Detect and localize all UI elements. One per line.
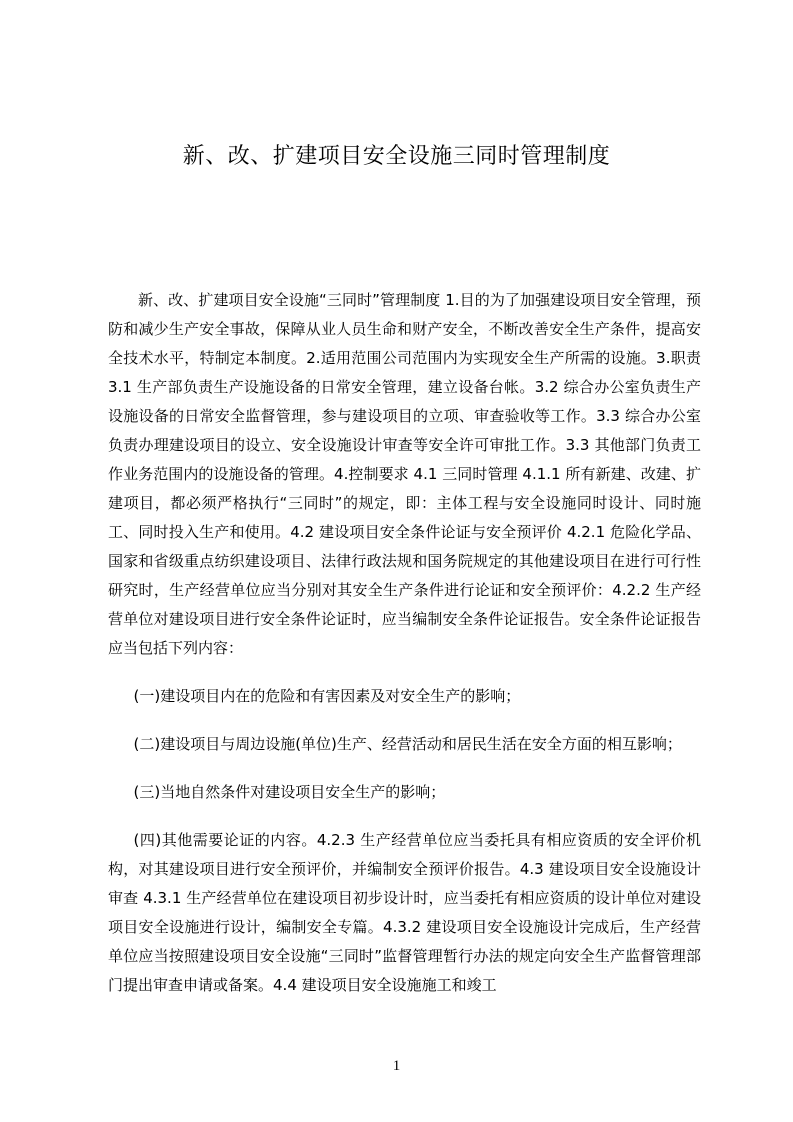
page-number: 1 [392, 1058, 401, 1074]
document-title: 新、改、扩建项目安全设施三同时管理制度 [182, 144, 611, 169]
list-item-one: (一)建设项目内在的危险和有害因素及对安全生产的影响； [133, 687, 521, 705]
document-body [108, 286, 701, 1000]
list-item-four: (四)其他需要论证的内容。4.2.3 生产经营单位应当委托具有相应资质的安全评价机构，对其建设项目进行安全预评价，并编制安全预评价报告。4.3 建设项目安全设施设计审查 4.3.1 生产经营单位在建设项目初步设计时，应当委托有相应资质的设计单位对建设项目安全设施进行设计，编制安全专篇。4.3.2 建设项目安全设施设计完成后，生产经营单位应当按照建设项目安全设施“三同时”监督管理暂行办法的规定向安全生产监督管理部门提出审查申请或备案。4.4 建设项目安全设施施工和竣工 [108, 831, 701, 994]
list-item-two: (二)建设项目与周边设施(单位)生产、经营活动和居民生活在安全方面的相互影响； [133, 735, 682, 753]
body-paragraph-intro: 新、改、扩建项目安全设施“三同时”管理制度 1.目的为了加强建设项目安全管理，预防和减少生产安全事故，保障从业人员生命和财产安全，不断改善安全生产条件，提高安全技术水平，特制定本制度。2.适用范围公司范围内为实现安全生产所需的设施。3.职责 3.1 生产部负责生产设施设备的日常安全管理，建立设备台帐。3.2 综合办公室负责生产设施设备的日常安全监督管理，参与建设项目的立项、审查验收等工作。3.3 综合办公室负责办理建设项目的设立、安全设施设计审查等安全许可审批工作。3.3 其他部门负责工作业务范围内的设施设备的管理。4.控制要求 4.1 三同时管理 4.1.1 所有新建、改建、扩建项目，都必须严格执行“三同时”的规定，即：主体工程与安全设施同时设计、同时施工、同时投入生产和使用。4.2 建设项目安全条件论证与安全预评价 4.2.1 危险化学品、国家和省级重点纺织建设项目、法律行政法规和国务院规定的其他建设项目在进行可行性研究时，生产经营单位应当分别对其安全生产条件进行论证和安全预评价：4.2.2 生产经营单位对建设项目进行安全条件论证时，应当编制安全条件论证报告。安全条件论证报告应当包括下列内容： [108, 291, 701, 657]
list-item-three: (三)当地自然条件对建设项目安全生产的影响； [133, 783, 446, 801]
